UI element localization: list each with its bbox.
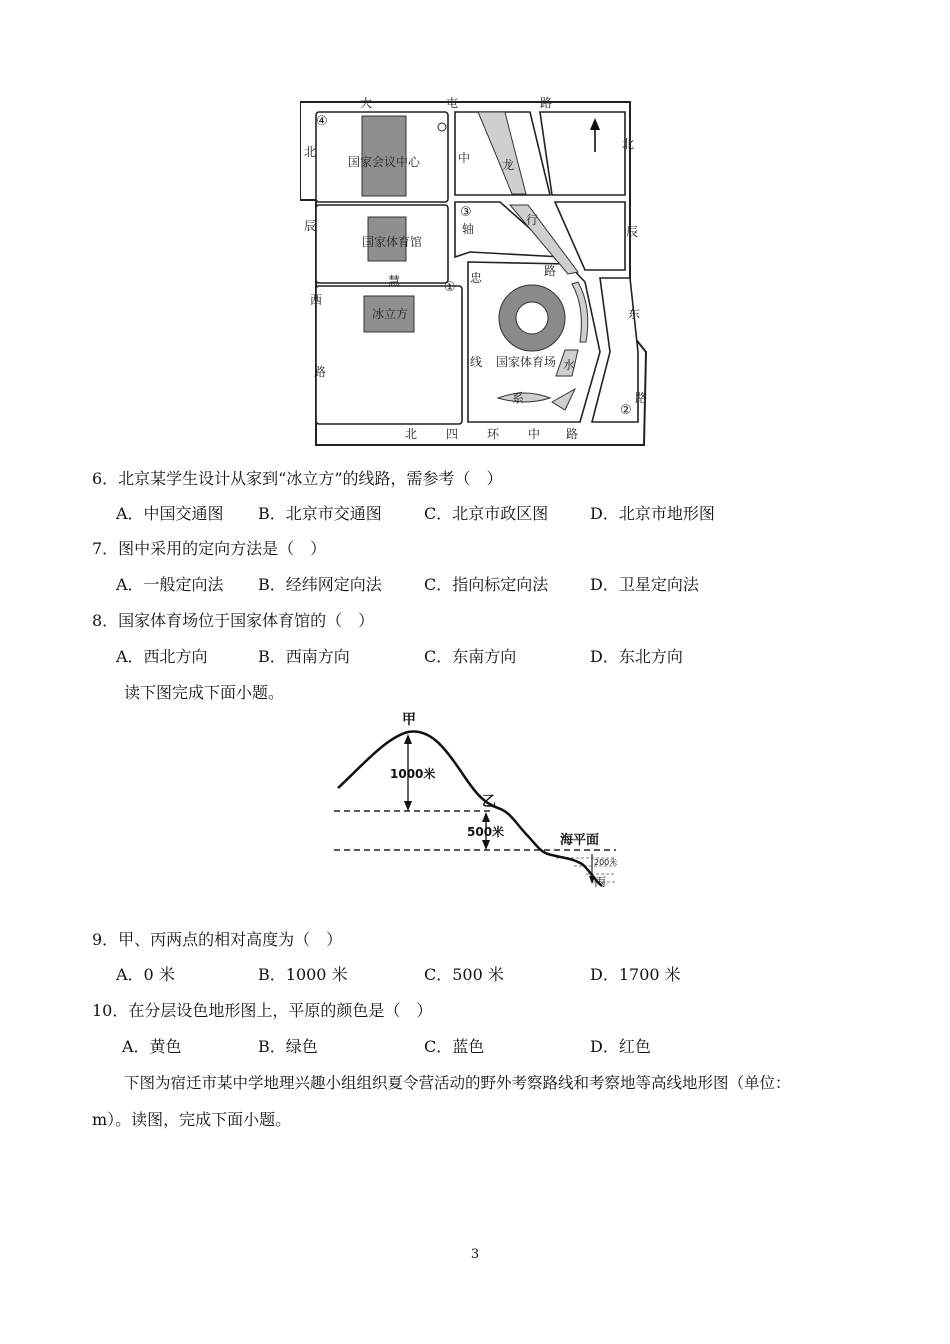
building-label: 国家体育场 [496,355,557,369]
road-label: 东 [628,307,641,321]
road-label: 忠 [470,271,483,285]
q6-option-d[interactable]: D．北京市地形图 [590,504,715,523]
q9-option-a[interactable]: A．0 米 [116,965,175,984]
road-label: 西 [310,293,323,307]
intro-text-2-cont: m）。读图，完成下面小题。 [92,1110,292,1129]
q7-option-a[interactable]: A．一般定向法 [116,575,224,594]
q9-option-b[interactable]: B．1000 米 [258,965,348,984]
q10-option-d[interactable]: D．红色 [590,1037,651,1056]
road-label: 大 [360,96,373,110]
q8-option-b[interactable]: B．西南方向 [258,647,350,666]
question-6: 6．北京某学生设计从家到“冰立方”的线路，需参考（ ） [92,469,503,488]
q8-option-d[interactable]: D．东北方向 [590,647,683,666]
road-label-line: 线 [470,355,483,369]
road-label: 辰 [626,225,639,239]
q9-option-d[interactable]: D．1700 米 [590,965,681,984]
road-label: 轴 [462,222,475,236]
arrow-head [404,734,412,744]
q9-option-c[interactable]: C．500 米 [424,965,504,984]
olympic-area-map [300,92,660,452]
road-label: 路 [540,96,553,110]
road-label: 路 [566,427,579,441]
q10-option-a[interactable]: A．黄色 [122,1037,182,1056]
point-bing: 丙 [594,875,607,889]
road-label: 屯 [446,96,459,110]
q6-option-a[interactable]: A．中国交通图 [116,504,224,523]
water-label: 行 [526,213,539,227]
road-label: 中 [458,151,471,165]
q7-option-d[interactable]: D．卫星定向法 [590,575,699,594]
road-label: 慧 [388,274,401,288]
marker: ④ [316,114,328,129]
terrain-profile [330,708,620,893]
sea-level-label: 海平面 [560,833,600,848]
point-jia: 甲 [402,712,416,728]
q6-option-b[interactable]: B．北京市交通图 [258,504,382,523]
arrow-head [482,812,490,822]
intro-text-2: 下图为宿迁市某中学地理兴趣小组组织夏令营活动的野外考察路线和考察地等高线地形图（单位： [124,1074,791,1092]
question-9: 9．甲、丙两点的相对高度为（ ） [92,930,343,949]
marker: ② [620,403,632,418]
road-label: 北 [622,137,635,151]
point-yi: 乙 [482,794,496,810]
building-label: 冰立方 [372,307,409,321]
road-label: 四 [446,427,459,441]
marker: ① [444,280,456,295]
q8-option-a[interactable]: A．西北方向 [116,647,208,666]
q10-option-b[interactable]: B．绿色 [258,1037,318,1056]
road-label: 路 [314,365,327,379]
water-label: 龙 [502,158,515,172]
q8-option-c[interactable]: C．东南方向 [424,647,517,666]
road-label: 中 [528,427,541,441]
question-10: 10．在分层设色地形图上，平原的颜色是（ ） [92,1001,433,1020]
page-number: 3 [470,1247,480,1262]
height-label-500: 500米 [467,825,505,839]
water-label: 系 [512,391,525,405]
road-label: 环 [487,427,500,441]
q7-option-b[interactable]: B．经纬网定向法 [258,575,382,594]
arrow-head [404,801,412,811]
marker: ③ [460,205,472,220]
road-label: 北 [405,427,418,441]
intro-text: 读下图完成下面小题。 [124,683,285,702]
terrain-line [338,731,602,886]
building-label: 国家会议中心 [348,155,421,169]
question-8: 8．国家体育场位于国家体育馆的（ ） [92,611,375,630]
road-label: 北 [304,145,317,159]
height-label-1000: 1000米 [390,767,436,781]
building-label: 国家体育馆 [362,235,423,249]
road-label: 路 [544,264,557,278]
road-label: 辰 [304,219,317,233]
q10-option-c[interactable]: C．蓝色 [424,1037,485,1056]
map-block [540,112,625,195]
road-label: 路 [635,391,648,405]
arrow-head [482,840,490,850]
question-7: 7．图中采用的定向方法是（ ） [92,539,327,558]
q6-option-c[interactable]: C．北京市政区图 [424,504,549,523]
national-stadium-hole [516,302,548,334]
q7-option-c[interactable]: C．指向标定向法 [424,575,549,594]
water-label: 水 [563,358,576,372]
depth-label: 200米 [594,858,618,867]
